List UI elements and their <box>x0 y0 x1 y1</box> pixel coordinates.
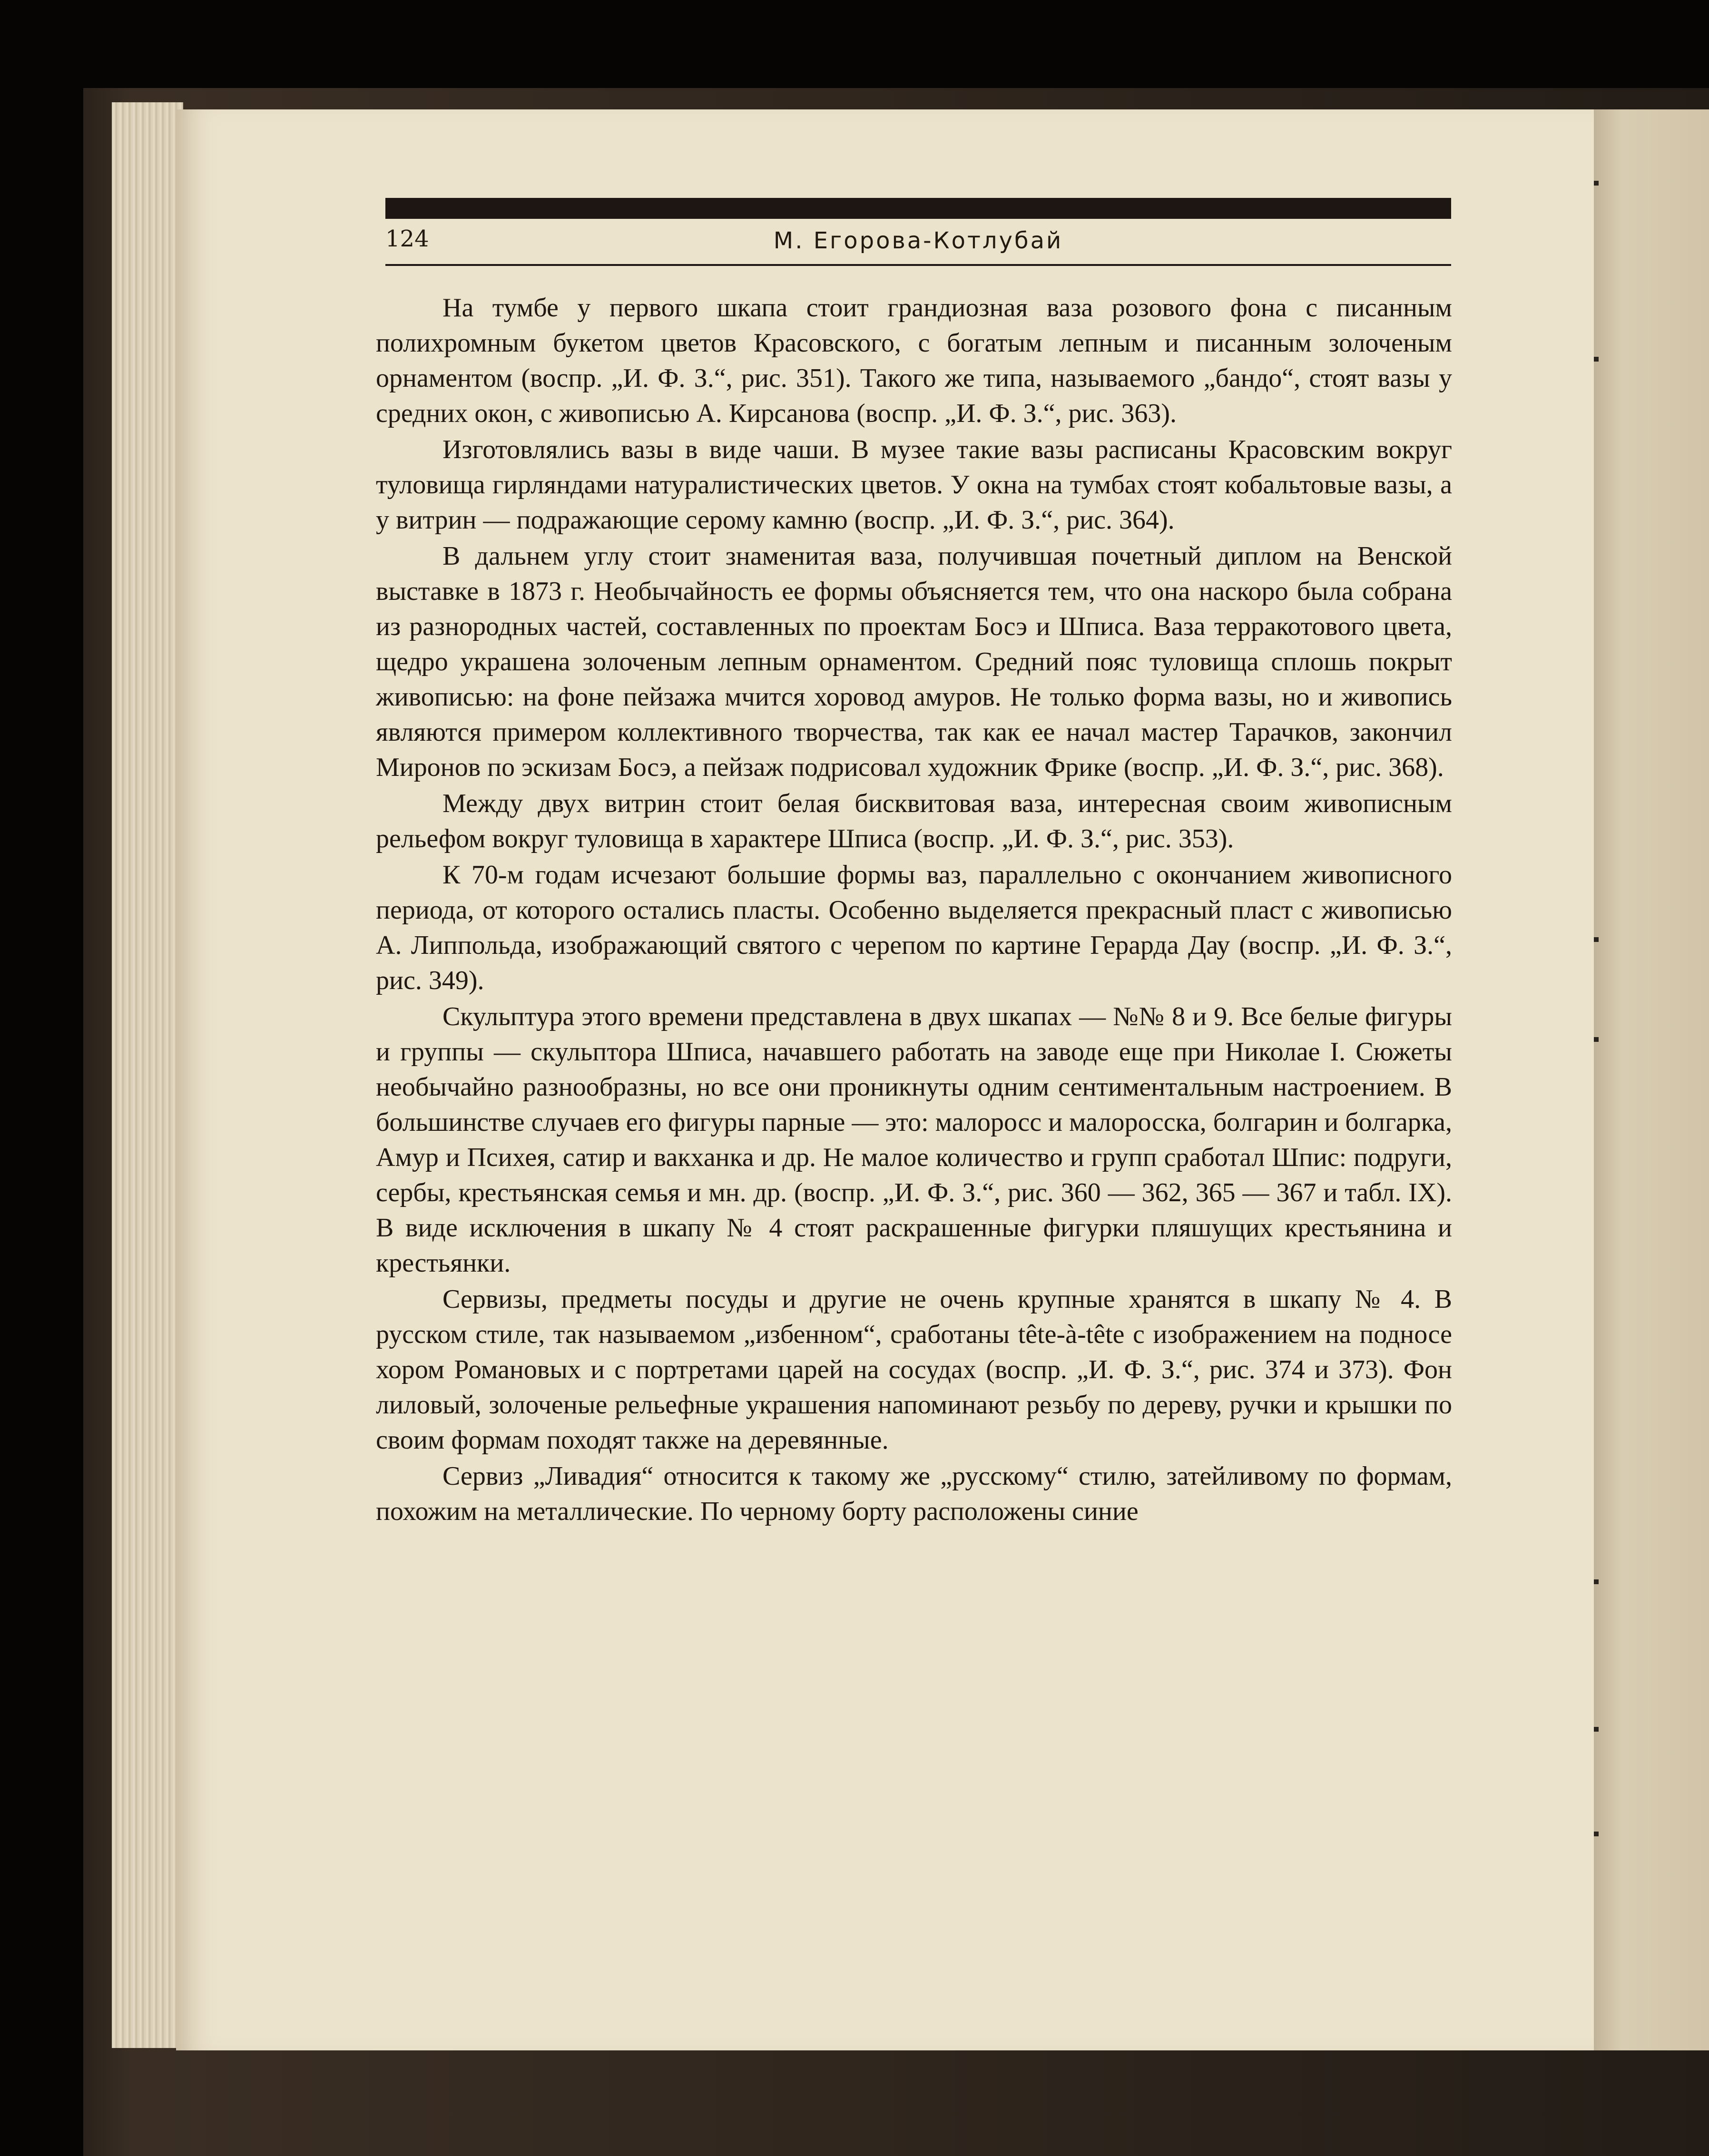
body-text <box>376 290 1452 1530</box>
running-title-container <box>385 0 1451 266</box>
paragraph: Изготовлялись вазы в виде чаши. В музее такие вазы расписаны Красовским вокруг туловища гирляндами натуралистических цветов. У окна на тумбах стоят кобальтовые вазы, а у витрин — подражающие серому камню (воспр. „И. Ф. З.“, рис. 364). <box>376 435 1452 535</box>
page-number: 124 <box>385 225 429 252</box>
paragraph: Скульптура этого времени представлена в двух шкапах — №№ 8 и 9. Все белые фигуры и группы — скульптора Шписа, начавшего работать на заводе еще при Николае I. Сюжеты необычайно разнообразны, но все они проникнуты одним сентиментальным настроением. В большинстве случаев его фигуры парные — это: малоросс и малоросска, болгарин и болгарка, Амур и Психея, сатир и вакханка и др. Не малое количество и групп сработал Шпис: подруги, сербы, крестьянская семья и мн. др. (воспр. „И. Ф. З.“, рис. 360 — 362, 365 — 367 и табл. IX). В виде исключения в шкапу № 4 стоят раскрашенные фигурки пляшущих крестьянина и крестьянки. <box>376 1002 1452 1278</box>
paragraph: Сервиз „Ливадия“ относится к такому же „русскому“ стилю, затейливому по формам, похожим на металлические. По черному борту расположены синие <box>376 1461 1452 1526</box>
paragraph: На тумбе у первого шкапа стоит грандиозная ваза розового фона с писанным полихромным букетом цветов Красовского, с богатым лепным и писанным золоченым орнаментом (воспр. „И. Ф. З.“, рис. 351). Такого же типа, называемого „бандо“, стоят вазы у средних окон, с живописью А. Кирсанова (воспр. „И. Ф. З.“, рис. 363). <box>376 293 1452 428</box>
running-title: М. Егорова-Котлубай <box>773 227 1063 254</box>
paragraph: Сервизы, предметы посуды и другие не очень крупные хранятся в шкапу № 4. В русском стиле, так называемом „избенном“, сработаны tête-à-tête с изображением на подносе хором Романовых и с портретами царей на сосудах (воспр. „И. Ф. З.“, рис. 374 и 373). Фон лиловый, золоченые рельефные украшения напоминают резьбу по дереву, ручки и крышки по своим формам походят также на деревянные. <box>376 1284 1452 1455</box>
page-edges <box>112 102 183 2048</box>
paragraph: В дальнем углу стоит знаменитая ваза, получившая почетный диплом на Венской выставке в 1873 г. Необычайность ее формы объясняется тем, что она наскоро была собрана из разнородных частей, составленных по проектам Босэ и Шписа. Ваза терракотового цвета, щедро украшена золоченым лепным орнаментом. Средний пояс туловища сплошь покрыт живописью: на фоне пейзажа мчится хоровод амуров. Не только форма вазы, но и живопись являются примером коллективного творчества, так как ее начал мастер Тарачков, закончил Миронов по эскизам Босэ, а пейзаж подрисовал художник Фрике (воспр. „И. Ф. З.“, рис. 368). <box>376 541 1452 782</box>
paragraph: К 70-м годам исчезают большие формы ваз, параллельно с окончанием живописного периода, от которого остались пласты. Особенно выделяется прекрасный пласт с живописью А. Липпольда, изображающий святого с черепом по картине Герарда Дау (воспр. „И. Ф. З.“, рис. 349). <box>376 860 1452 995</box>
paragraph: Между двух витрин стоит белая бисквитовая ваза, интересная своим живописным рельефом вокруг туловища в характере Шписа (воспр. „И. Ф. З.“, рис. 353). <box>376 789 1452 853</box>
header-rule <box>385 264 1451 266</box>
